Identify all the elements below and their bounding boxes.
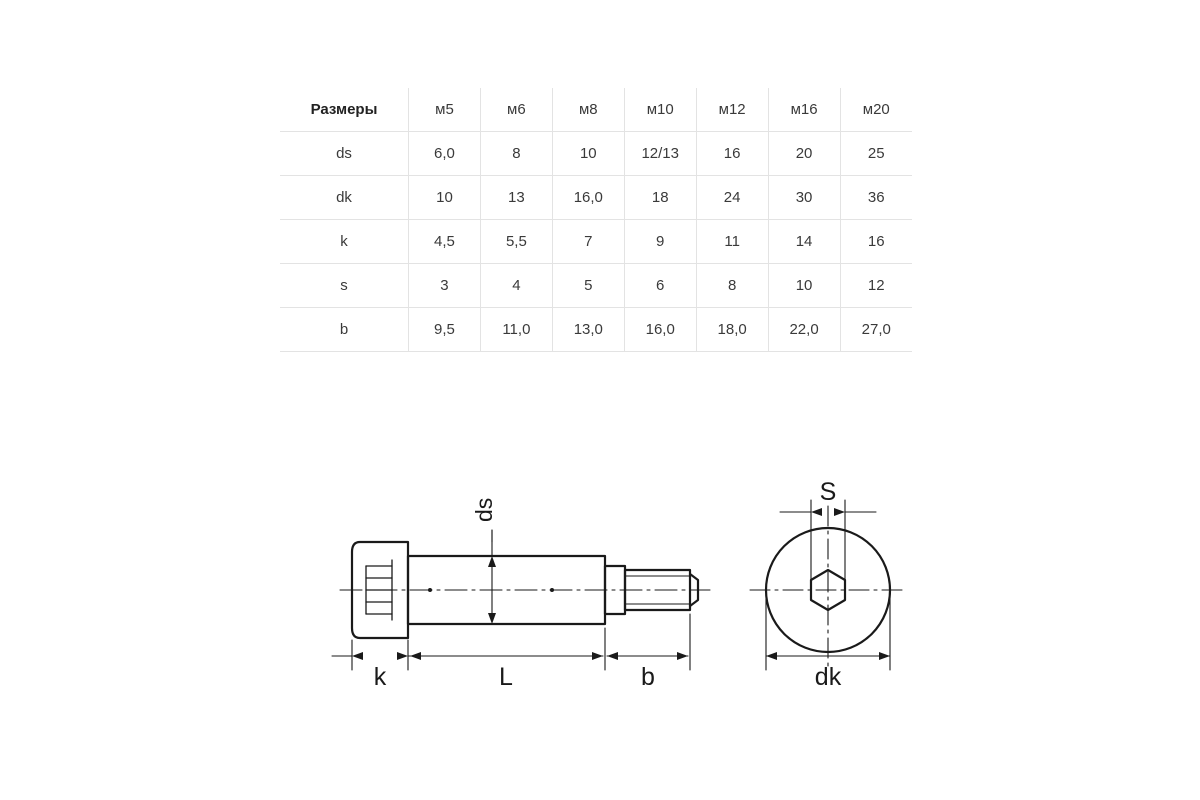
cell-s-m10: 6 <box>624 264 696 308</box>
cell-ds-m16: 20 <box>768 132 840 176</box>
table-header-cell-m20: м20 <box>840 88 912 132</box>
cell-k-m20: 16 <box>840 220 912 264</box>
table-row <box>280 176 912 220</box>
table-header-cell-dimensions: Размеры <box>280 88 409 132</box>
cell-dk-m16: 30 <box>768 176 840 220</box>
cell-ds-m5: 6,0 <box>409 132 481 176</box>
cell-s-m16: 10 <box>768 264 840 308</box>
cell-s-m12: 8 <box>696 264 768 308</box>
cell-b-m6: 11,0 <box>480 308 552 352</box>
label-s: S <box>819 478 837 506</box>
cell-k-m5: 4,5 <box>409 220 481 264</box>
table-header <box>280 88 912 132</box>
label-b: b <box>641 663 655 691</box>
label-dk: dk <box>814 663 842 691</box>
cell-ds-m8: 10 <box>552 132 624 176</box>
label-ds: ds <box>471 497 498 522</box>
cell-b-m12: 18,0 <box>696 308 768 352</box>
cell-ds-m12: 16 <box>696 132 768 176</box>
row-label-b: b <box>280 308 409 352</box>
cell-s-m5: 3 <box>409 264 481 308</box>
cell-k-m6: 5,5 <box>480 220 552 264</box>
cell-dk-m12: 24 <box>696 176 768 220</box>
table-header-row <box>280 88 912 132</box>
table-row <box>280 308 912 352</box>
table-row <box>280 264 912 308</box>
cell-b-m20: 27,0 <box>840 308 912 352</box>
cell-s-m6: 4 <box>480 264 552 308</box>
cell-ds-m20: 25 <box>840 132 912 176</box>
cell-b-m8: 13,0 <box>552 308 624 352</box>
cell-k-m16: 14 <box>768 220 840 264</box>
table-row <box>280 132 912 176</box>
dimensions-table <box>280 88 912 352</box>
row-label-s: s <box>280 264 409 308</box>
cell-b-m16: 22,0 <box>768 308 840 352</box>
label-k: k <box>373 663 387 691</box>
label-L: L <box>499 663 513 691</box>
cell-s-m20: 12 <box>840 264 912 308</box>
technical-drawing <box>280 470 920 710</box>
cell-ds-m10: 12/13 <box>624 132 696 176</box>
table-header-cell-m16: м16 <box>768 88 840 132</box>
dimensions-table-container <box>280 88 912 352</box>
cell-s-m8: 5 <box>552 264 624 308</box>
table-body <box>280 132 912 352</box>
table-header-cell-m6: м6 <box>480 88 552 132</box>
row-label-k: k <box>280 220 409 264</box>
cell-b-m5: 9,5 <box>409 308 481 352</box>
table-header-cell-m5: м5 <box>409 88 481 132</box>
cell-dk-m10: 18 <box>624 176 696 220</box>
table-header-cell-m12: м12 <box>696 88 768 132</box>
cell-dk-m20: 36 <box>840 176 912 220</box>
table-header-cell-m8: м8 <box>552 88 624 132</box>
cell-dk-m5: 10 <box>409 176 481 220</box>
cell-k-m8: 7 <box>552 220 624 264</box>
row-label-ds: ds <box>280 132 409 176</box>
cell-b-m10: 16,0 <box>624 308 696 352</box>
cell-dk-m8: 16,0 <box>552 176 624 220</box>
row-label-dk: dk <box>280 176 409 220</box>
cell-k-m10: 9 <box>624 220 696 264</box>
cell-ds-m6: 8 <box>480 132 552 176</box>
table-header-cell-m10: м10 <box>624 88 696 132</box>
cell-dk-m6: 13 <box>480 176 552 220</box>
table-row <box>280 220 912 264</box>
cell-k-m12: 11 <box>696 220 768 264</box>
